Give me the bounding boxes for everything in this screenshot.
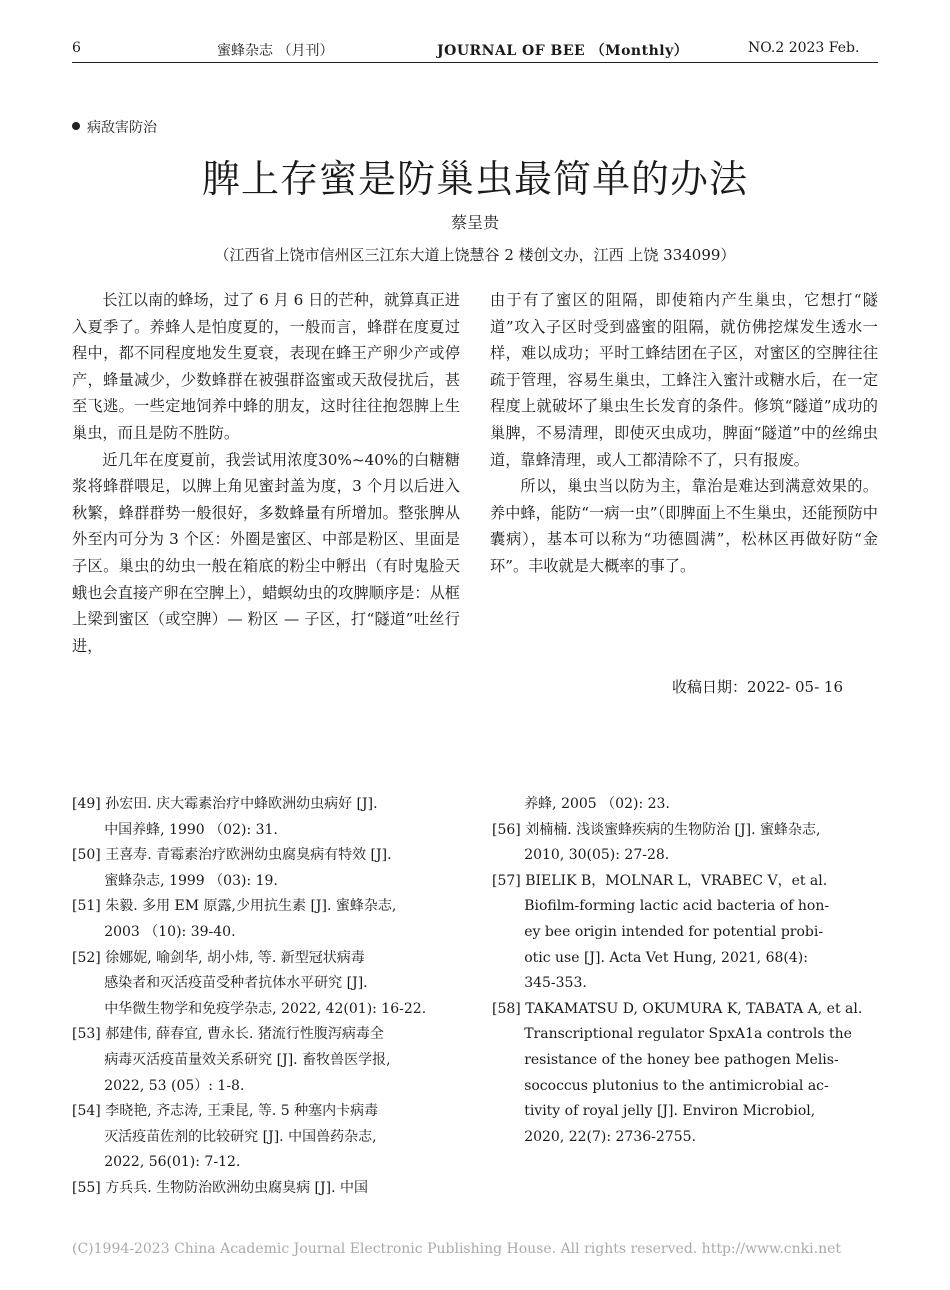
reference-first-line (492, 818, 878, 844)
reference-continuation: ey bee origin intended for potential probi- (524, 923, 824, 940)
reference-item (72, 1176, 472, 1202)
reference-text: 朱毅. 多用 EM 原露,少用抗生素 [J]. 蜜蜂杂志, (105, 898, 397, 915)
page-number: 6 (72, 40, 81, 56)
reference-text: 方兵兵. 生物防治欧洲幼虫腐臭病 [J]. 中国 (105, 1179, 368, 1196)
body-paragraph: 所以，巢虫当以防为主，靠治是难达到满意效果的。养中蜂，能防“一病一虫”（即脾面上不生巢虫，还能预防中囊病），基本可以称为“功德圆满”，松林区再做好防“金环”。丰收就是大概率的事了。 (490, 477, 878, 575)
bullet-icon (72, 122, 80, 130)
reference-first-line (72, 894, 472, 920)
reference-text: TAKAMATSU D, OKUMURA K, TABATA A, et al. (525, 1000, 863, 1017)
reference-text: 李晓艳, 齐志涛, 王秉昆, 等. 5 种塞内卡病毒 (105, 1103, 379, 1120)
reference-continuation: 病毒灭活疫苗量效关系研究 [J]. 畜牧兽医学报, (104, 1051, 391, 1068)
reference-number: [52] (72, 949, 101, 966)
received-date: 收稿日期：2022- 05- 16 (672, 678, 844, 696)
reference-continuation: otic use [J]. Acta Vet Hung, 2021, 68(4): (524, 949, 808, 966)
reference-item (72, 792, 472, 843)
reference-continuation: 2020, 22(7): 2736-2755. (524, 1128, 696, 1145)
reference-continuation: tivity of royal jelly [J]. Environ Microbiol, (524, 1103, 816, 1120)
reference-continuation: Transcriptional regulator SpxA1a controls the (524, 1026, 852, 1043)
reference-item (492, 869, 878, 997)
reference-first-line (72, 1099, 472, 1125)
running-header (72, 38, 878, 62)
reference-text: BIELIK B，MOLNAR L，VRABEC V，et al. (525, 872, 828, 889)
reference-continuation: Biofilm-forming lactic acid bacteria of hon- (524, 898, 830, 915)
reference-first-line (492, 869, 878, 895)
reference-number: [56] (492, 821, 521, 838)
reference-number: [58] (492, 1000, 521, 1017)
body-paragraph: 由于有了蜜区的阻隔，即使箱内产生巢虫，它想打“隧道”攻入子区时受到盛蜜的阻隔，就仿佛挖煤发生透水一样，难以成功；平时工蜂结团在子区，对蜜区的空脾往往疏于管理，容易生巢虫，工蜂注入蜜汁或糖水后，在一定程度上就破坏了巢虫生长发育的条件。修筑“隧道”成功的巢脾，不易清理，即使灭虫成功，脾面“隧道”中的丝绵虫道，靠蜂清理，或人工都清除不了，只有报废。 (490, 291, 878, 469)
references-left (72, 792, 472, 1202)
reference-number: [54] (72, 1103, 101, 1120)
reference-number: [57] (492, 872, 521, 889)
author-affiliation: （江西省上饶市信州区三江东大道上饶慧谷 2 楼创文办，江西 上饶 334099） (214, 246, 736, 264)
reference-first-line (72, 1022, 472, 1048)
reference-text: 徐娜妮, 喻剑华, 胡小炜, 等. 新型冠状病毒 (105, 949, 365, 966)
reference-number: [51] (72, 898, 101, 915)
body-paragraph: 近几年在度夏前，我尝试用浓度30%~40%的白糖糖浆将蜂群喂足，以脾上角见蜜封盖为度，3 个月以后进入秋繁，蜂群群势一般很好，多数蜂量有所增加。整张脾从外至内可分为 3 个区：外圈是蜜区、中部是粉区、里面是子区。巢虫的幼虫一般在箱底的粉尘中孵出（有时鬼脸天蛾也会直接产卵在空脾上），蜡螟幼虫的攻脾顺序是：从框上梁到蜜区（或空脾）— 粉区 — 子区，打“隧道”吐丝行进， (72, 450, 460, 655)
reference-first-line (492, 997, 878, 1023)
journal-name-en: JOURNAL OF BEE （Monthly） (437, 43, 689, 59)
journal-name-cn: 蜜蜂杂志 （月刊） (217, 43, 334, 59)
body-paragraph: 长江以南的蜂场，过了 6 月 6 日的芒种，就算真正进入夏季了。养蜂人是怕度夏的，一般而言，蜂群在度夏过程中，都不同程度地发生夏衰，表现在蜂王产卵少产或停产，蜂量减少，少数蜂群在被强群盗蜜或天敌侵扰后，甚至飞逃。一些定地饲养中蜂的朋友，这时往往抱怨脾上生巢虫，而且是防不胜防。 (72, 291, 460, 442)
decorative-divider (72, 759, 878, 765)
reference-number: [53] (72, 1026, 101, 1043)
issue-info: NO.2 2023 Feb. (748, 40, 860, 56)
reference-continuation: resistance of the honey bee pathogen Melis- (524, 1051, 839, 1068)
reference-text: 郝建伟, 薛春宜, 曹永长. 猪流行性腹泻病毒全 (105, 1026, 384, 1043)
reference-continuation: 中国养蜂, 1990 （02): 31. (104, 821, 278, 838)
reference-continuation: 感染者和灭活疫苗受种者抗体水平研究 [J]. (104, 975, 368, 992)
references-right (492, 792, 878, 1150)
reference-continuation: 2003 （10): 39-40. (104, 923, 236, 940)
reference-continuation: 2022, 56(01): 7-12. (104, 1154, 241, 1171)
article-title: 脾上存蜜是防巢虫最简单的办法 (201, 157, 748, 201)
reference-item (492, 997, 878, 1151)
reference-continuation: 蜜蜂杂志, 1999 （03): 19. (104, 872, 278, 889)
reference-continuation: 345-353. (524, 975, 587, 992)
article-author: 蔡呈贵 (450, 213, 499, 232)
reference-item (72, 946, 472, 1023)
reference-text: 王喜寿. 青霉素治疗欧洲幼虫腐臭病有特效 [J]. (105, 847, 392, 864)
reference-number: [50] (72, 847, 101, 864)
reference-number: [55] (72, 1179, 101, 1196)
reference-text: 孙宏田. 庆大霉素治疗中蜂欧洲幼虫病好 [J]. (105, 796, 378, 812)
reference-item (72, 894, 472, 945)
reference-continuation: 2010, 30(05): 27-28. (524, 847, 670, 864)
reference-continuation: 中华微生物学和免疫学杂志, 2022, 42(01): 16-22. (104, 1000, 427, 1017)
reference-continuation: 灭活疫苗佐剂的比较研究 [J]. 中国兽药杂志, (104, 1128, 377, 1145)
reference-item (72, 1099, 472, 1176)
body-column-right (490, 287, 878, 580)
reference-continuation: 养蜂, 2005 （02): 23. (524, 796, 670, 812)
reference-first-line (72, 843, 472, 869)
section-tag (72, 117, 157, 137)
reference-text: 刘楠楠. 浅谈蜜蜂疾病的生物防治 [J]. 蜜蜂杂志, (525, 821, 821, 838)
reference-item (492, 818, 878, 869)
reference-continuation: sococcus plutonius to the antimicrobial ac- (524, 1077, 829, 1094)
header-rule (72, 62, 878, 63)
reference-first-line (72, 792, 472, 818)
reference-item (72, 1022, 472, 1099)
reference-item (72, 843, 472, 894)
reference-first-line (72, 1176, 472, 1202)
reference-continuation: 2022, 53 (05）: 1-8. (104, 1077, 245, 1094)
section-tag-label: 病敌害防治 (87, 120, 157, 136)
reference-first-line (72, 946, 472, 972)
body-column-left (72, 287, 460, 659)
copyright-footer: (C)1994-2023 China Academic Journal Electronic Publishing House. All rights reserved. http://www.cnki.net (72, 1241, 842, 1257)
reference-number: [49] (72, 796, 101, 812)
